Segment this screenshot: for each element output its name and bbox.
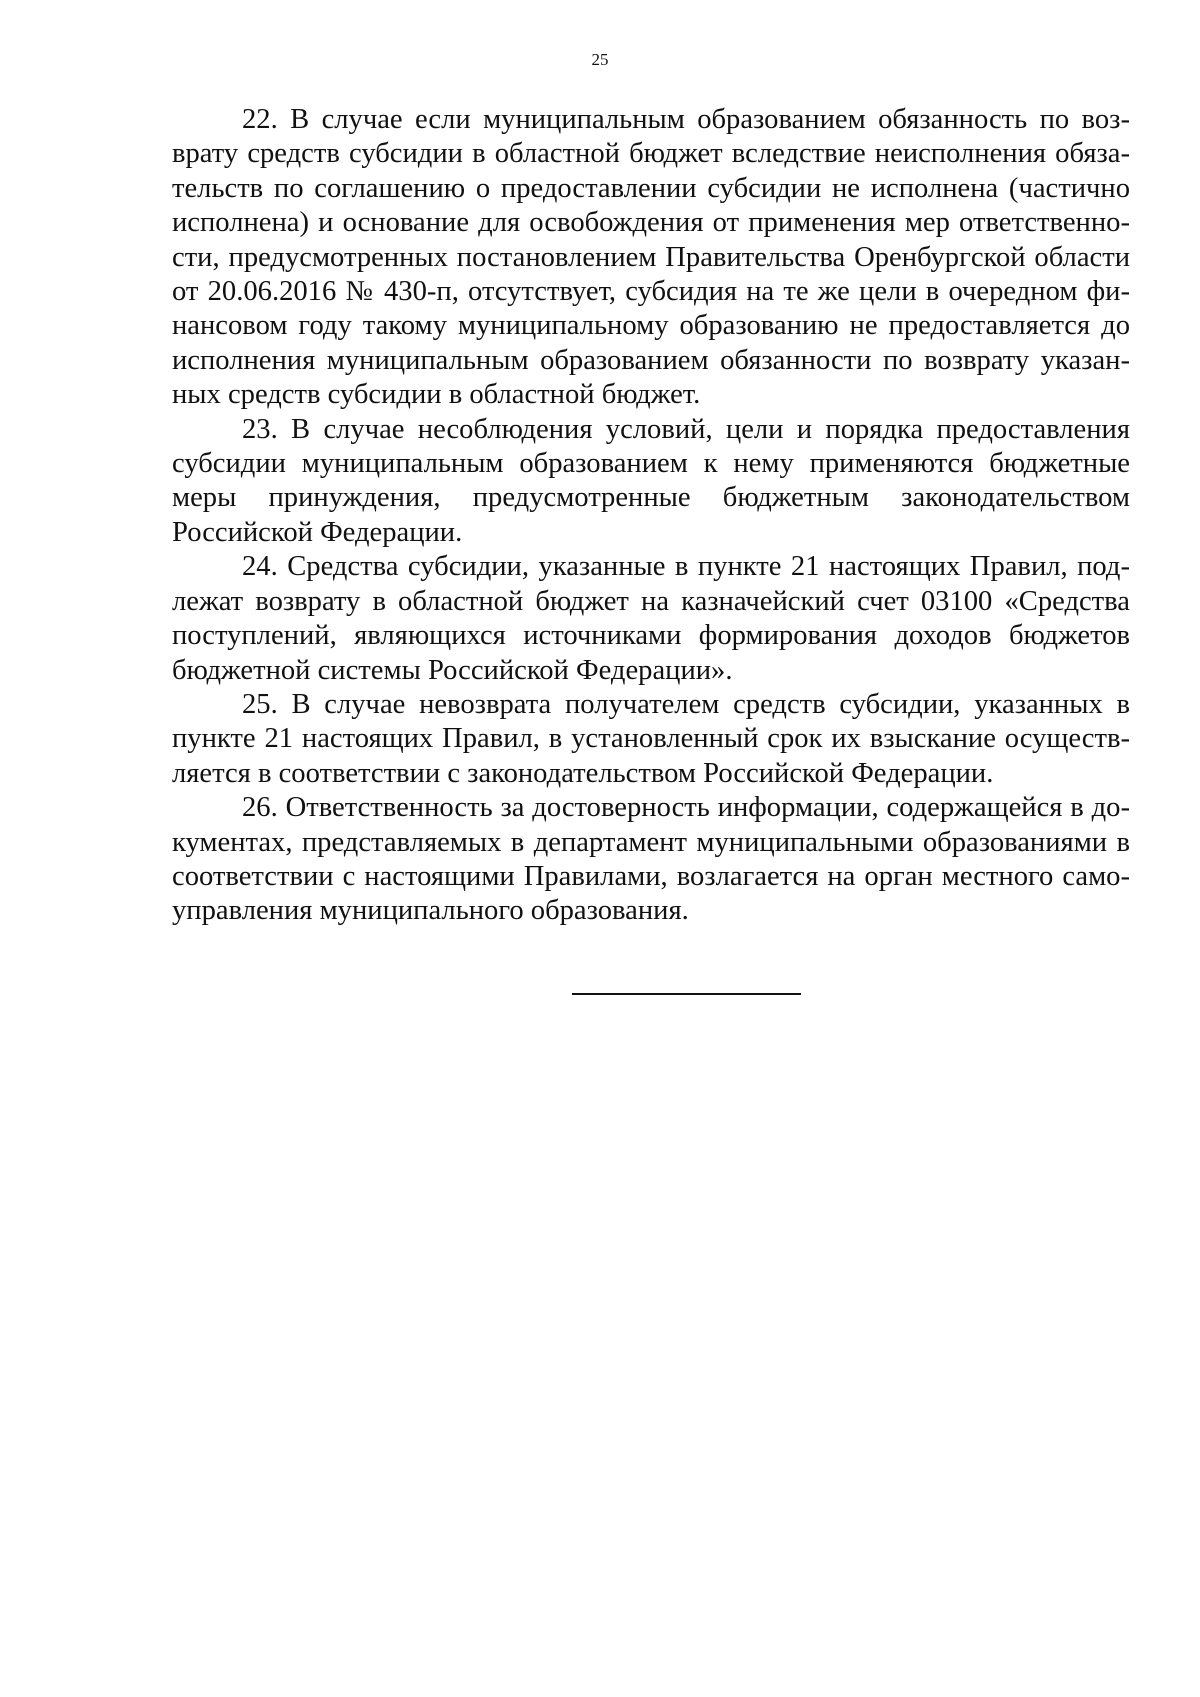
paragraph-24: 24. Средства субсидии, указанные в пункте 21 настоящих Правил, подлежат возврату в областной бюджет на казначейский счет 03100 «Средства поступлений, являющихся источниками формирования доходов бюджетов бюджетной системы Российской Федерации». bbox=[172, 551, 1130, 686]
end-of-document-rule bbox=[572, 993, 801, 995]
paragraph-26: 26. Ответственность за достоверность информации, содержащейся в документах, представляемых в департамент муниципальными образованиями в соответствии с настоящими Правилами, возлагается на орган местного самоуправления муниципального образования. bbox=[172, 792, 1130, 927]
page-number: 25 bbox=[591, 50, 609, 69]
document-body bbox=[172, 103, 1130, 929]
paragraph-25: 25. В случае невозврата получателем средств субсидии, указанных в пункте 21 настоящих Правил, в установленный срок их взыскание осуществляется в соответствии с законодательством Российской Федерации. bbox=[172, 688, 1130, 789]
paragraph-23: 23. В случае несоблюдения условий, цели и порядка предоставления субсидии муниципальным образованием к нему применяются бюджетные меры принуждения, предусмотренные бюджетным законодательством Российской Федерации. bbox=[172, 413, 1130, 548]
paragraph-22: 22. В случае если муниципальным образованием обязанность по возврату средств субсидии в областной бюджет вследствие неисполнения обязательств по соглашению о предоставлении субсидии не исполнена (частично исполнена) и основание для освобождения от применения мер ответственности, предусмотренных постановлением Правительства Оренбургской области от 20.06.2016 № 430-п, отсутствует, субсидия на те же цели в очередном финансовом году такому муниципальному образованию не предоставляется до исполнения муниципальным образованием обязанности по возврату указанных средств субсидии в областной бюджет. bbox=[172, 104, 1130, 411]
